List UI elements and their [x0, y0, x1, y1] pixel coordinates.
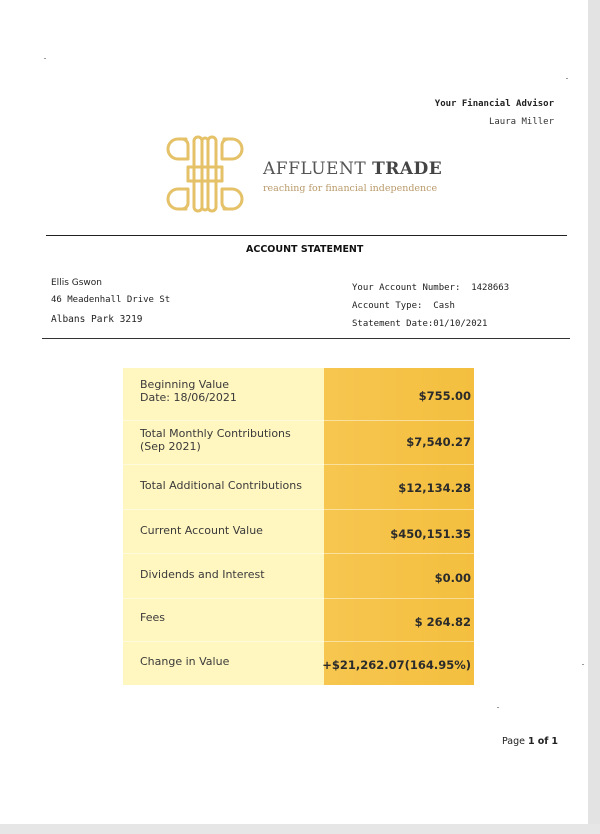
summary-row-dividends-interest [123, 553, 474, 598]
page-prefix: Page [502, 736, 525, 747]
summary-label-line1: Total Additional Contributions [140, 479, 302, 492]
brand-tagline: reaching for financial independence [263, 183, 438, 194]
summary-value: $7,540.27 [406, 435, 471, 449]
summary-row-change-in-value [123, 641, 474, 685]
client-name: Ellis Gswon [51, 278, 102, 288]
scan-speck [44, 58, 46, 59]
summary-label-line1: Current Account Value [140, 524, 263, 537]
interlaced-knot-logo-icon [160, 129, 250, 219]
summary-label-line1: Fees [140, 611, 165, 624]
summary-row-fees [123, 598, 474, 641]
summary-value: $ 264.82 [414, 615, 471, 629]
scan-speck [582, 664, 584, 665]
row-divider [123, 420, 474, 421]
statement-title: ACCOUNT STATEMENT [246, 244, 364, 255]
summary-value: $12,134.28 [398, 481, 471, 495]
summary-row-current-account-value [123, 509, 474, 553]
scan-speck [566, 78, 568, 79]
row-divider [123, 464, 474, 465]
summary-label-line1: Beginning Value [140, 378, 230, 391]
summary-label [140, 568, 330, 581]
summary-value: $450,151.35 [390, 527, 471, 541]
advisor-name: Laura Miller [488, 117, 554, 127]
statement-date: Statement Date:01/10/2021 [352, 319, 488, 329]
header-divider [46, 235, 567, 236]
details-divider [42, 338, 570, 339]
summary-label [140, 427, 330, 453]
advisor-title: Your Financial Advisor [434, 99, 554, 109]
row-divider [123, 509, 474, 510]
row-divider [123, 553, 474, 554]
account-number: Your Account Number: 1428663 [352, 283, 510, 293]
brand-name-second: TRADE [372, 159, 443, 179]
summary-value: $755.00 [418, 389, 471, 403]
summary-label [140, 479, 330, 492]
brand-name-first: AFFLUENT [263, 159, 367, 179]
summary-label [140, 378, 330, 404]
summary-label-line1: Change in Value [140, 655, 230, 668]
summary-label [140, 655, 330, 668]
page-of: of [537, 736, 549, 747]
summary-label-line1: Dividends and Interest [140, 568, 265, 581]
brand-name [263, 159, 442, 179]
summary-row-beginning-value [123, 368, 474, 420]
page-number [502, 736, 558, 747]
summary-value: +$21,262.07(164.95%) [322, 658, 471, 672]
summary-label-line2: (Sep 2021) [140, 440, 201, 453]
summary-label-line2: Date: 18/06/2021 [140, 391, 237, 404]
summary-label [140, 524, 330, 537]
summary-label-line1: Total Monthly Contributions [140, 427, 291, 440]
scan-speck [497, 707, 499, 708]
summary-row-additional-contributions [123, 464, 474, 509]
summary-value: $0.00 [434, 571, 471, 585]
page-edge-shadow [588, 0, 600, 834]
page-edge-shadow [0, 824, 600, 834]
client-address-line1: 46 Meadenhall Drive St [51, 295, 171, 305]
row-divider [123, 641, 474, 642]
account-type: Account Type: Cash [352, 301, 455, 311]
page-total: 1 [551, 736, 559, 747]
row-divider [123, 598, 474, 599]
summary-row-monthly-contributions [123, 420, 474, 464]
page-current: 1 [528, 736, 535, 747]
client-address-line2: Albans Park 3219 [51, 314, 143, 325]
summary-label [140, 611, 330, 624]
